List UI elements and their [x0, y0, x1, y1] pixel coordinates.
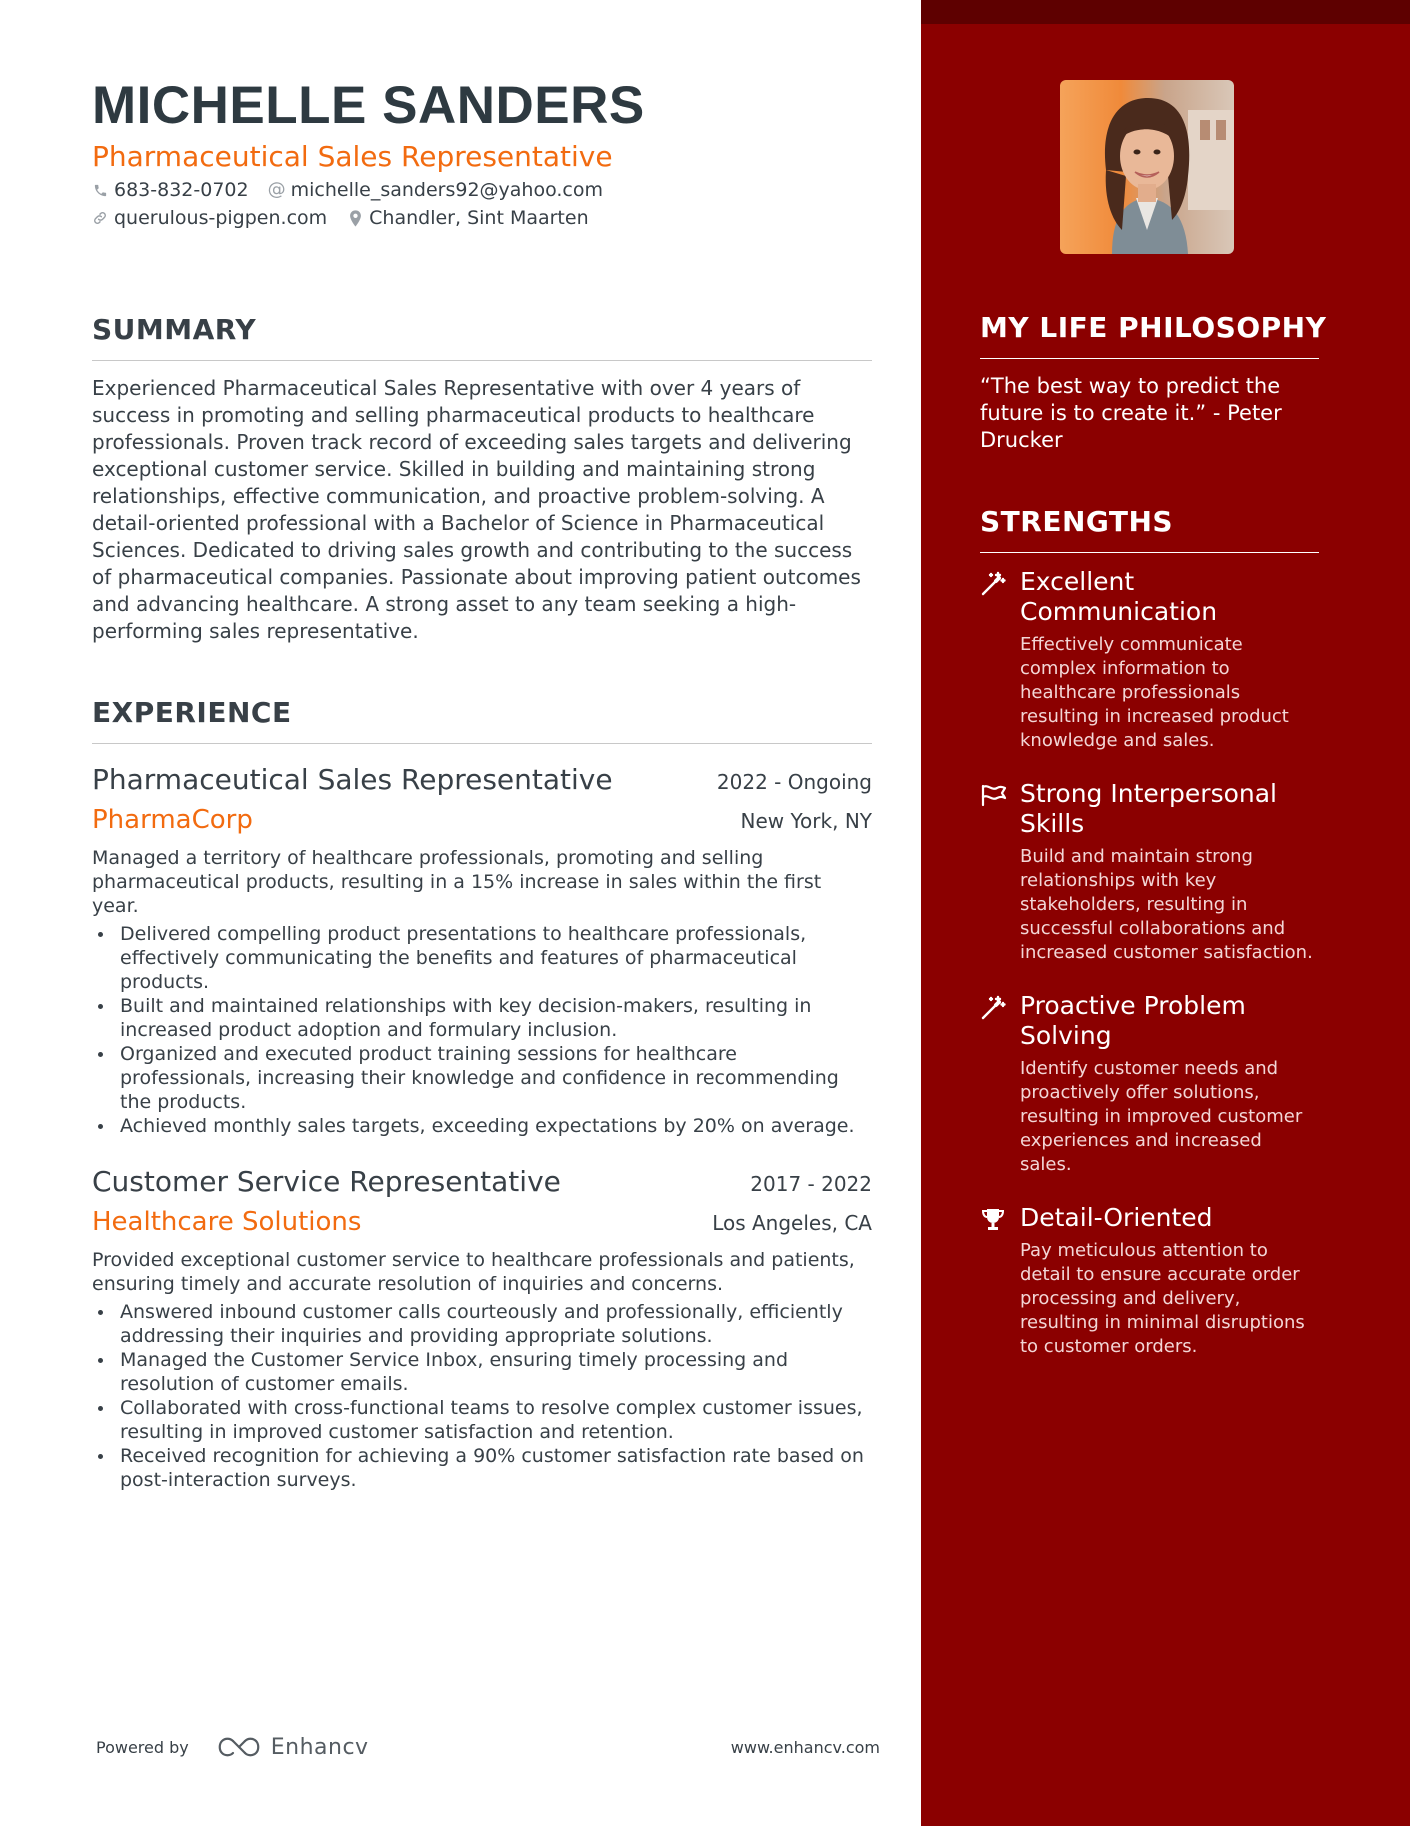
candidate-name: MICHELLE SANDERS	[92, 76, 645, 135]
job-bullets	[92, 922, 872, 1138]
email-text: michelle_sanders92@yahoo.com	[290, 179, 604, 201]
job-bullet: Organized and executed product training sessions for healthcare professionals, increasing their knowledge and confidence in recommending the products.	[92, 1042, 872, 1114]
strength-body	[1020, 779, 1319, 965]
strength-description: Build and maintain strong relationships with key stakeholders, resulting in successful collaborations and increased customer satisfaction.	[1020, 846, 1313, 963]
strength-body	[1020, 1203, 1319, 1359]
job-header-row	[92, 1162, 872, 1202]
job-bullets	[92, 1300, 872, 1492]
footer	[96, 1732, 880, 1762]
job-bullet: Built and maintained relationships with key decision-makers, resulting in increased product adoption and formulary inclusion.	[92, 994, 872, 1042]
job-company: PharmaCorp	[92, 805, 253, 835]
phone-icon	[92, 181, 108, 199]
philosophy-section	[980, 310, 1327, 454]
contact-row-2	[92, 204, 872, 232]
location-text: Chandler, Sint Maarten	[369, 207, 589, 229]
profile-photo	[1060, 80, 1234, 254]
contact-location	[347, 204, 588, 232]
philosophy-heading: MY LIFE PHILOSOPHY	[980, 310, 1319, 359]
job-entry	[92, 1162, 872, 1492]
contact-phone	[92, 176, 249, 204]
job-bullet: Collaborated with cross-functional teams to resolve complex customer issues, resulting in improved customer satisfaction and retention.	[92, 1396, 872, 1444]
job-location: Los Angeles, CA	[712, 1211, 872, 1235]
job-description: Managed a territory of healthcare professionals, promoting and selling pharmaceutical products, resulting in a 15% increase in sales within the first year.	[92, 847, 822, 917]
enhancv-logo-icon	[215, 1735, 261, 1759]
contact-email	[269, 176, 603, 204]
magic-wand-icon	[980, 991, 1020, 1177]
magic-wand-icon	[980, 567, 1020, 753]
footer-url[interactable]: www.enhancv.com	[730, 1737, 880, 1757]
job-company-row	[92, 1202, 872, 1242]
job-role: Pharmaceutical Sales Representative	[92, 763, 613, 796]
powered-by-label: Powered by	[96, 1737, 189, 1757]
job-description: Provided exceptional customer service to healthcare professionals and patients, ensuring timely and accurate resolution of inquiries and concerns.	[92, 1249, 855, 1295]
strength-title: Detail-Oriented	[1020, 1203, 1213, 1232]
brand-name: Enhancv	[270, 1734, 369, 1760]
philosophy-quote: “The best way to predict the future is to create it.” - Peter Drucker	[980, 374, 1282, 452]
contact-row-1	[92, 176, 872, 204]
strength-description: Pay meticulous attention to detail to ensure accurate order processing and delivery, resulting in minimal disruptions to customer orders.	[1020, 1240, 1305, 1357]
strengths-section	[980, 504, 1319, 1359]
at-icon: @	[267, 179, 286, 200]
summary-section	[92, 312, 872, 645]
website-text: querulous-pigpen.com	[114, 207, 328, 229]
job-entry	[92, 760, 872, 1138]
summary-text: Experienced Pharmaceutical Sales Representative with over 4 years of success in promoting and selling pharmaceutical products to healthcare professionals. Proven track record of exceeding sales targets and delivering exceptional customer service. Skilled in building and maintaining strong relationships, effective communication, and proactive problem-solving. A detail-oriented professional with a Bachelor of Science in Pharmaceutical Sciences. Dedicated to driving sales growth and contributing to the success of pharmaceutical companies. Passionate about improving patient outcomes and advancing healthcare. A strong asset to any team seeking a high-performing sales representative.	[92, 376, 861, 643]
strength-item	[980, 567, 1319, 753]
job-company-row	[92, 800, 872, 840]
trophy-icon	[980, 1203, 1020, 1359]
job-role: Customer Service Representative	[92, 1165, 561, 1198]
link-icon	[92, 209, 108, 227]
summary-heading: SUMMARY	[92, 312, 872, 361]
strength-body	[1020, 991, 1319, 1177]
strength-title: Proactive Problem Solving	[1020, 991, 1246, 1050]
strength-title: Excellent Communication	[1020, 567, 1218, 626]
phone-text: 683-832-0702	[114, 179, 249, 201]
main-column	[92, 76, 872, 1491]
job-header-row	[92, 760, 872, 800]
strength-item	[980, 991, 1319, 1177]
location-pin-icon	[347, 209, 363, 227]
strength-item	[980, 1203, 1319, 1359]
job-location: New York, NY	[740, 809, 872, 833]
candidate-title: Pharmaceutical Sales Representative	[92, 140, 613, 173]
flag-icon	[980, 779, 1020, 965]
sidebar-top-bar	[921, 0, 1410, 24]
contact-website	[92, 204, 327, 232]
job-bullet: Answered inbound customer calls courteously and professionally, efficiently addressing their inquiries and providing appropriate solutions.	[92, 1300, 872, 1348]
strengths-heading: STRENGTHS	[980, 504, 1319, 553]
experience-heading: EXPERIENCE	[92, 695, 872, 744]
experience-section	[92, 695, 872, 1492]
strength-body	[1020, 567, 1319, 753]
job-dates: 2022 - Ongoing	[716, 770, 872, 794]
strength-title: Strong Interpersonal Skills	[1020, 779, 1277, 838]
job-bullet: Delivered compelling product presentations to healthcare professionals, effectively communicating the benefits and features of pharmaceutical products.	[92, 922, 872, 994]
strength-description: Effectively communicate complex information to healthcare professionals resulting in increased product knowledge and sales.	[1020, 634, 1289, 751]
footer-left	[96, 1735, 369, 1760]
job-dates: 2017 - 2022	[750, 1172, 872, 1196]
strength-description: Identify customer needs and proactively offer solutions, resulting in improved customer experiences and increased sales.	[1020, 1058, 1303, 1175]
job-bullet: Received recognition for achieving a 90% customer satisfaction rate based on post-interaction surveys.	[92, 1444, 872, 1492]
job-bullet: Achieved monthly sales targets, exceeding expectations by 20% on average.	[92, 1114, 872, 1138]
brand-logo[interactable]	[215, 1735, 369, 1760]
job-bullet: Managed the Customer Service Inbox, ensuring timely processing and resolution of customer emails.	[92, 1348, 872, 1396]
job-company: Healthcare Solutions	[92, 1207, 362, 1237]
strength-item	[980, 779, 1319, 965]
